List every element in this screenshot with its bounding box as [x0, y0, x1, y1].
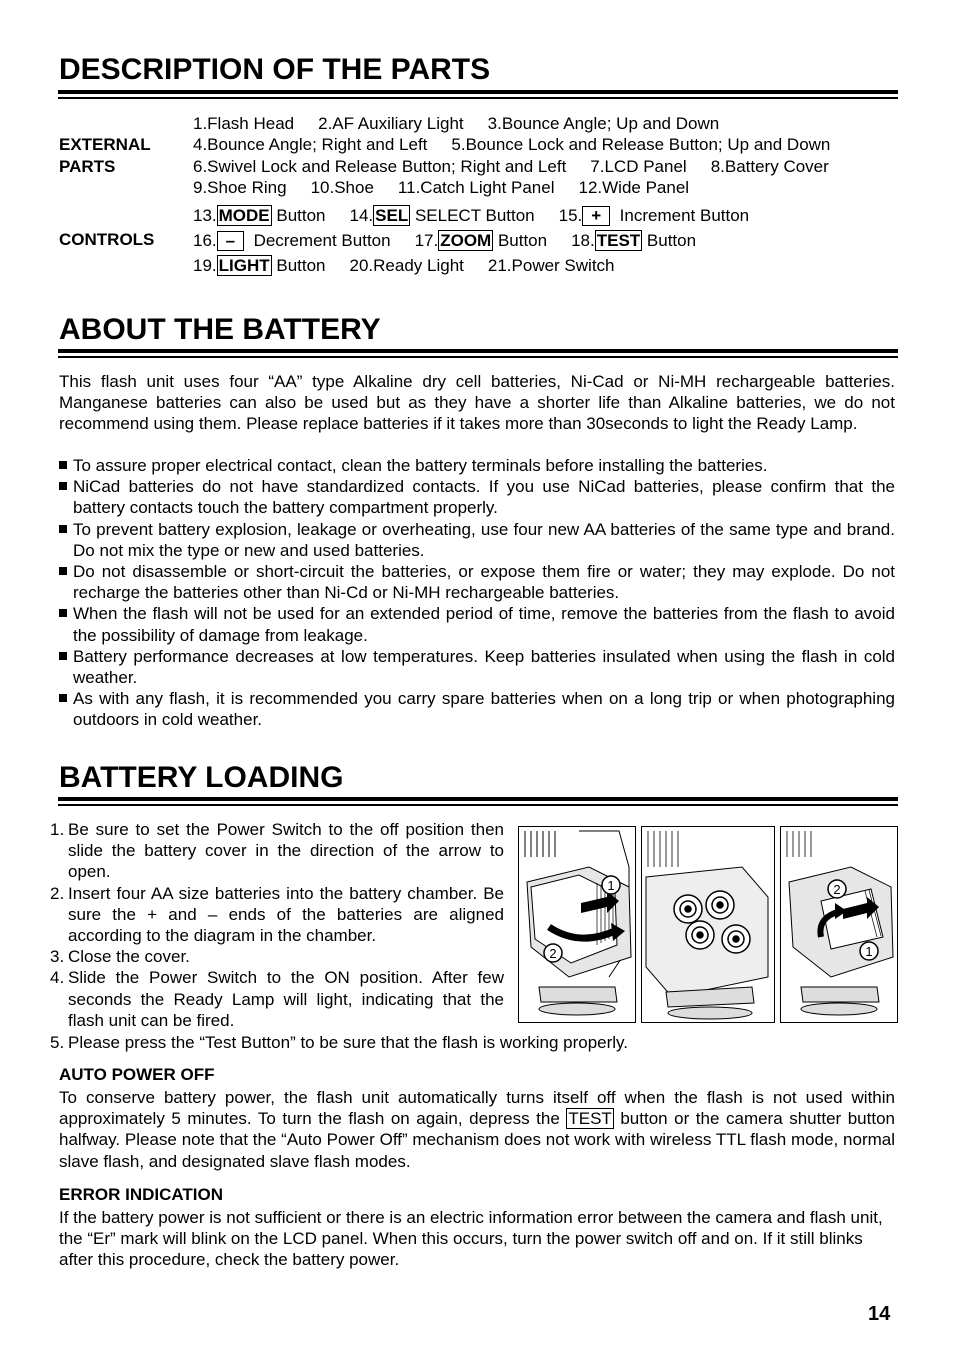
bullet-square-icon: [59, 694, 67, 702]
section-title-battery: ABOUT THE BATTERY: [59, 313, 381, 346]
external-parts-row: 9.Shoe Ring 10.Shoe 11.Catch Light Panel 12.Wide Panel: [193, 178, 690, 197]
battery-chamber-icon: [642, 827, 774, 1022]
section-rule: [58, 349, 898, 353]
control-light: 19. LIGHT Button: [193, 256, 326, 275]
section-rule: [58, 356, 898, 358]
section-rule: [58, 90, 898, 94]
external-parts-row: 4.Bounce Angle; Right and Left 5.Bounce Lock and Release Button; Up and Down: [193, 135, 831, 154]
list-item: Do not disassemble or short-circuit the batteries, or expose them fire or water; they may explode. Do not recharge the batteries other than Ni-Cd or Ni-MH rechargeable batteries.: [59, 561, 895, 603]
list-item: 2. Insert four AA size batteries into the battery chamber. Be sure the + and – ends of the batteries are aligned according to the diagram in the chamber.: [50, 883, 504, 946]
flash-open-cover-icon: [519, 827, 635, 1022]
loading-steps: [50, 1032, 850, 1053]
step-marker: 1: [607, 878, 615, 893]
external-parts-label: EXTERNAL PARTS: [59, 135, 151, 176]
step-marker: 2: [833, 882, 841, 897]
error-heading: ERROR INDICATION: [59, 1185, 224, 1204]
list-item: To assure proper electrical contact, clean the battery terminals before installing the batteries.: [59, 455, 895, 476]
controls-row: [193, 256, 615, 276]
loading-steps: [50, 819, 504, 1031]
list-item: As with any flash, it is recommended you carry spare batteries when on a long trip or when photographing outdoors in cold weather.: [59, 688, 895, 730]
section-rule: [58, 97, 898, 99]
bullet-square-icon: [59, 461, 67, 469]
control-mode: 13. MODE Button: [193, 206, 326, 225]
auto-power-text: To conserve battery power, the flash unit automatically turns itself off when the flash is not used within approximately 5 minutes. To turn the flash on again, depress the TEST button or the camera shutter button halfway. Please note that the “Auto Power Off” mechanism does not work with wireless TTL flash mode, normal slave flash, and designated slave flash modes.: [59, 1088, 895, 1171]
step-marker: 2: [549, 946, 557, 961]
test-key-label: TEST: [568, 1109, 612, 1129]
controls-row: [193, 206, 749, 226]
auto-power-heading: AUTO POWER OFF: [59, 1065, 215, 1084]
control-sel: 14. SEL SELECT Button: [349, 206, 535, 225]
list-item: Battery performance decreases at low temperatures. Keep batteries insulated when using the flash in cold weather.: [59, 646, 895, 688]
battery-intro: This flash unit uses four “AA” type Alkaline dry cell batteries, Ni-Cad or Ni-MH rechargeable batteries. Manganese batteries can also be used but as they have a shorter life than Alkaline batteries, we do not recommend using them. Please replace batteries if it takes more than 30seconds to light the Ready Lamp.: [59, 372, 895, 434]
step-marker: 1: [865, 944, 873, 959]
error-text: If the battery power is not sufficient or there is an electric information error between the camera and flash unit, the “Er” mark will blink on the LCD panel. When this occurs, turn the power switch off and on. If it still blinks after this procedure, check the battery power.: [59, 1208, 883, 1270]
controls-label: CONTROLS: [59, 230, 155, 249]
illustration-close-cover: [780, 826, 898, 1023]
page-number: 14: [868, 1303, 891, 1325]
section-rule: [58, 804, 898, 806]
bullet-square-icon: [59, 567, 67, 575]
bullet-square-icon: [59, 652, 67, 660]
control-test: 18. TEST Button: [571, 231, 697, 250]
battery-bullets: [59, 455, 895, 731]
control-decrement: 16. – Decrement Button: [193, 231, 391, 250]
list-item: 5. Please press the “Test Button” to be sure that the flash is working properly.: [50, 1033, 629, 1052]
power-switch: 21.Power Switch: [487, 256, 615, 275]
external-parts-row: 6.Swivel Lock and Release Button; Right and Left 7.LCD Panel 8.Battery Cover: [193, 157, 829, 176]
list-item: When the flash will not be used for an extended period of time, remove the batteries from the flash to avoid the possibility of damage from leakage.: [59, 603, 895, 645]
illustration-battery-chamber: [641, 826, 775, 1023]
control-zoom: 17. ZOOM Button: [414, 231, 548, 250]
controls-row: [193, 231, 696, 251]
list-item: 1. Be sure to set the Power Switch to the off position then slide the battery cover in the direction of the arrow to open.: [50, 820, 504, 882]
list-item: 3. Close the cover.: [50, 947, 190, 967]
bullet-square-icon: [59, 482, 67, 490]
list-item: 4. Slide the Power Switch to the ON position. After few seconds the Ready Lamp will light, indicating that the flash unit can be fired.: [50, 968, 504, 1030]
section-title-loading: BATTERY LOADING: [59, 761, 344, 794]
section-title-parts: DESCRIPTION OF THE PARTS: [59, 53, 491, 86]
illustration-open-cover: [518, 826, 636, 1023]
list-item: To prevent battery explosion, leakage or overheating, use four new AA batteries of the same type and brand. Do not mix the type or new and used batteries.: [59, 519, 895, 561]
ready-light: 20.Ready Light: [349, 256, 464, 275]
bullet-square-icon: [59, 609, 67, 617]
external-parts-row: 1.Flash Head 2.AF Auxiliary Light 3.Bounce Angle; Up and Down: [193, 114, 720, 133]
bullet-square-icon: [59, 525, 67, 533]
control-increment: 15. + Increment Button: [558, 206, 750, 225]
list-item: NiCad batteries do not have standardized contacts. If you use NiCad batteries, please confirm that the battery contacts touch the battery compartment properly.: [59, 476, 895, 518]
flash-close-cover-icon: [781, 827, 897, 1022]
section-rule: [58, 797, 898, 801]
